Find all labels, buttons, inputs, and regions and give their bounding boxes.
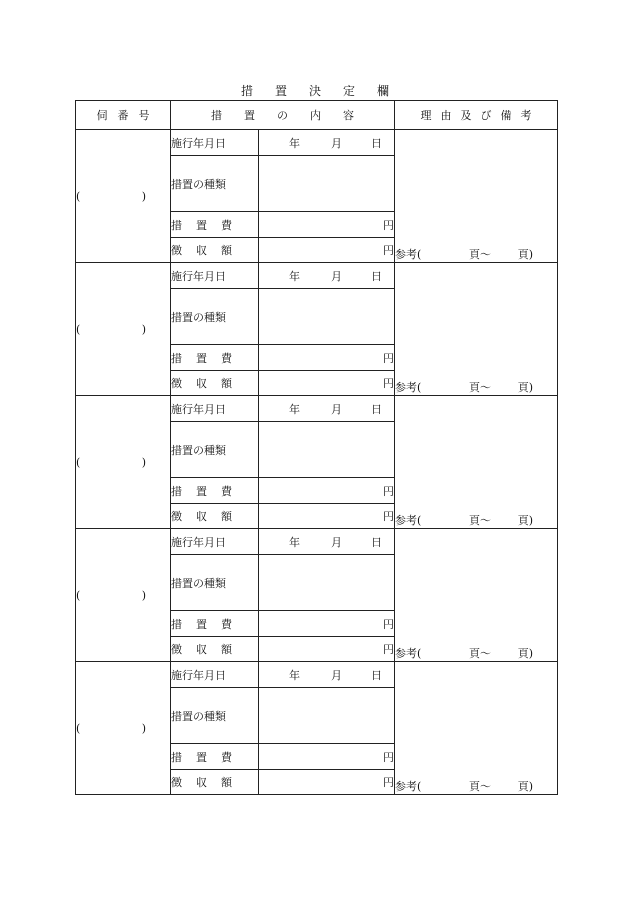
paren-open: ( (76, 189, 81, 203)
unit-day: 日 (371, 269, 382, 283)
paren-open: ( (76, 588, 81, 602)
reference-pages (395, 512, 533, 528)
reference-start: 参考( (395, 647, 422, 660)
paren-close: ) (141, 721, 146, 735)
inquiry-number-cell[interactable] (76, 662, 171, 795)
reason-remarks-cell[interactable] (395, 662, 558, 795)
label-measure-kind: 措置の種類 (171, 289, 259, 345)
unit-month: 月 (331, 668, 342, 682)
measure-cost-field[interactable] (259, 212, 395, 238)
decision-table (75, 100, 558, 795)
header-row (76, 101, 558, 130)
measure-cost-field[interactable] (259, 345, 395, 371)
reference-mid: 頁～ (469, 647, 491, 660)
reference-start: 参考( (395, 248, 422, 261)
reference-end: 頁) (517, 381, 533, 394)
entry-row-date (76, 396, 558, 422)
inquiry-number-parens (76, 722, 146, 735)
reference-mid: 頁～ (469, 248, 491, 261)
yen-unit: 円 (383, 484, 394, 498)
label-enforcement-date: 施行年月日 (171, 662, 259, 688)
unit-year: 年 (289, 136, 300, 150)
unit-day: 日 (371, 402, 382, 416)
inquiry-number-parens (76, 589, 146, 602)
collection-amount-field[interactable] (259, 371, 395, 396)
enforcement-date-field[interactable] (259, 263, 395, 289)
entries-body (76, 130, 558, 795)
reference-end: 頁) (517, 248, 533, 261)
paren-close: ) (141, 455, 146, 469)
unit-day: 日 (371, 668, 382, 682)
collection-amount-field[interactable] (259, 770, 395, 795)
reference-end: 頁) (517, 514, 533, 527)
label-collection-amount: 徴収額 (171, 504, 259, 529)
reference-start: 参考( (395, 381, 422, 394)
paren-open: ( (76, 721, 81, 735)
collection-amount-field[interactable] (259, 504, 395, 529)
entry-row-date (76, 130, 558, 156)
yen-unit: 円 (383, 351, 394, 365)
reference-end: 頁) (517, 780, 533, 793)
entry-row-date (76, 662, 558, 688)
inquiry-number-cell[interactable] (76, 263, 171, 396)
enforcement-date-field[interactable] (259, 396, 395, 422)
measure-kind-field[interactable] (259, 688, 395, 744)
collection-amount-field[interactable] (259, 637, 395, 662)
reason-remarks-cell[interactable] (395, 529, 558, 662)
reference-start: 参考( (395, 780, 422, 793)
label-enforcement-date: 施行年月日 (171, 396, 259, 422)
enforcement-date-field[interactable] (259, 130, 395, 156)
label-collection-amount: 徴収額 (171, 371, 259, 396)
form-title: 措置決定欄 (240, 84, 411, 98)
yen-unit: 円 (383, 218, 394, 232)
inquiry-number-parens (76, 190, 146, 203)
entry-row-date (76, 263, 558, 289)
inquiry-number-cell[interactable] (76, 396, 171, 529)
yen-unit: 円 (383, 510, 394, 523)
header-inquiry-number: 伺番号 (76, 101, 171, 130)
reference-start: 参考( (395, 514, 422, 527)
label-measure-cost: 措置費 (171, 478, 259, 504)
label-measure-kind: 措置の種類 (171, 156, 259, 212)
label-enforcement-date: 施行年月日 (171, 263, 259, 289)
label-measure-kind: 措置の種類 (171, 688, 259, 744)
paren-close: ) (141, 588, 146, 602)
label-collection-amount: 徴収額 (171, 770, 259, 795)
yen-unit: 円 (383, 750, 394, 764)
reason-remarks-cell[interactable] (395, 130, 558, 263)
label-measure-kind: 措置の種類 (171, 422, 259, 478)
yen-unit: 円 (383, 643, 394, 656)
measure-kind-field[interactable] (259, 555, 395, 611)
unit-month: 月 (331, 269, 342, 283)
inquiry-number-cell[interactable] (76, 529, 171, 662)
label-enforcement-date: 施行年月日 (171, 130, 259, 156)
unit-month: 月 (331, 535, 342, 549)
unit-month: 月 (331, 402, 342, 416)
inquiry-number-parens (76, 456, 146, 469)
measure-cost-field[interactable] (259, 478, 395, 504)
paren-open: ( (76, 322, 81, 336)
label-measure-kind: 措置の種類 (171, 555, 259, 611)
reference-mid: 頁～ (469, 381, 491, 394)
unit-day: 日 (371, 535, 382, 549)
reference-pages (395, 778, 533, 794)
reference-mid: 頁～ (469, 780, 491, 793)
label-enforcement-date: 施行年月日 (171, 529, 259, 555)
enforcement-date-field[interactable] (259, 662, 395, 688)
measure-kind-field[interactable] (259, 422, 395, 478)
header-reason-remarks: 理由及び備考 (395, 101, 558, 130)
measure-kind-field[interactable] (259, 156, 395, 212)
reference-pages (395, 246, 533, 262)
unit-day: 日 (371, 136, 382, 150)
yen-unit: 円 (383, 377, 394, 390)
measure-cost-field[interactable] (259, 611, 395, 637)
unit-month: 月 (331, 136, 342, 150)
paren-close: ) (141, 322, 146, 336)
label-measure-cost: 措置費 (171, 345, 259, 371)
entry-row-date (76, 529, 558, 555)
label-collection-amount: 徴収額 (171, 637, 259, 662)
reference-pages (395, 645, 533, 661)
header-measure-content: 措置の内容 (171, 101, 395, 130)
yen-unit: 円 (383, 244, 394, 257)
measure-kind-field[interactable] (259, 289, 395, 345)
paren-open: ( (76, 455, 81, 469)
reference-mid: 頁～ (469, 514, 491, 527)
reason-remarks-cell[interactable] (395, 263, 558, 396)
yen-unit: 円 (383, 617, 394, 631)
reason-remarks-cell[interactable] (395, 396, 558, 529)
enforcement-date-field[interactable] (259, 529, 395, 555)
paren-close: ) (141, 189, 146, 203)
label-measure-cost: 措置費 (171, 212, 259, 238)
collection-amount-field[interactable] (259, 238, 395, 263)
yen-unit: 円 (383, 776, 394, 789)
reference-pages (395, 379, 533, 395)
inquiry-number-cell[interactable] (76, 130, 171, 263)
unit-year: 年 (289, 668, 300, 682)
unit-year: 年 (289, 269, 300, 283)
measure-cost-field[interactable] (259, 744, 395, 770)
unit-year: 年 (289, 535, 300, 549)
reference-end: 頁) (517, 647, 533, 660)
unit-year: 年 (289, 402, 300, 416)
label-measure-cost: 措置費 (171, 744, 259, 770)
label-measure-cost: 措置費 (171, 611, 259, 637)
inquiry-number-parens (76, 323, 146, 336)
label-collection-amount: 徴収額 (171, 238, 259, 263)
